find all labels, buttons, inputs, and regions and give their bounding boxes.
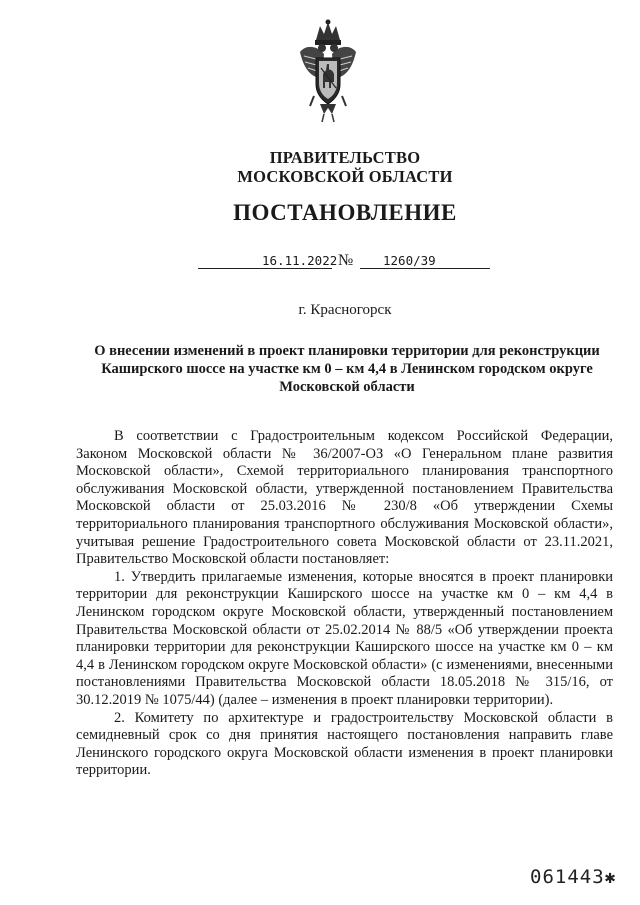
number-sign: № [338, 252, 354, 269]
number-underline [360, 268, 490, 269]
preamble-paragraph: В соответствии с Градостроительным кодексом Российской Федерации, Законом Московской области № 36/2007-ОЗ «О Генеральном плане развития Московской области», Схемой территориального планирования транспортного обслуживания Московской области, утвержденной постановлением Правительства Московской области от 25.03.2016 № 230/8 «Об утверждении Схемы территориального планирования транспортного обслуживания Московской области», учитывая решение Градостроительного совета Московской области от 23.11.2021, Правительство Московской области постановляет: [76, 428, 613, 568]
government-name-line1: ПРАВИТЕЛЬСТВО [269, 148, 421, 167]
asterisk-mark: ✱ [604, 867, 617, 888]
decree-subject [72, 342, 622, 396]
decree-date: 16.11.2022 [262, 253, 338, 268]
decree-body [76, 428, 613, 780]
document-serial-code [530, 866, 616, 888]
decree-number: 1260/39 [383, 253, 436, 268]
subject-line: Каширского шоссе на участке км 0 – км 4,4 в Ленинском городском округе [101, 361, 593, 377]
clause-2-paragraph: 2. Комитету по архитектуре и градостроительству Московской области в семидневный срок со дня принятия настоящего постановления направить главе Ленинского городского округа Московской области изменения в проект планировки территории. [76, 709, 613, 779]
document-type-title: ПОСТАНОВЛЕНИЕ [233, 200, 457, 225]
serial-number: 061443 [530, 866, 605, 888]
government-name-line2: МОСКОВСКОЙ ОБЛАСТИ [237, 167, 453, 186]
subject-line: Московской области [279, 379, 415, 395]
city-name: г. Красногорск [298, 302, 392, 318]
clause-1-paragraph: 1. Утвердить прилагаемые изменения, которые вносятся в проект планировки территории для реконструкции Каширского шоссе на участке км 0 – км 4,4 в Ленинском городском округе Московской области, утвержденный постановлением Правительства Московской области от 25.02.2014 № 88/5 «Об утверждении проекта планировки территории для реконструкции Каширского шоссе на участке км 0 – км 4,4 в Ленинском городском округе Московской области» (с изменениями, внесенными постановлениями Правительства Московской области 18.05.2018 № 315/16, от 30.12.2019 № 1075/44) (далее – изменения в проект планировки территории). [76, 568, 613, 708]
subject-line: О внесении изменений в проект планировки территории для реконструкции [94, 343, 600, 359]
date-underline [198, 268, 332, 269]
coat-of-arms-icon [296, 18, 360, 126]
